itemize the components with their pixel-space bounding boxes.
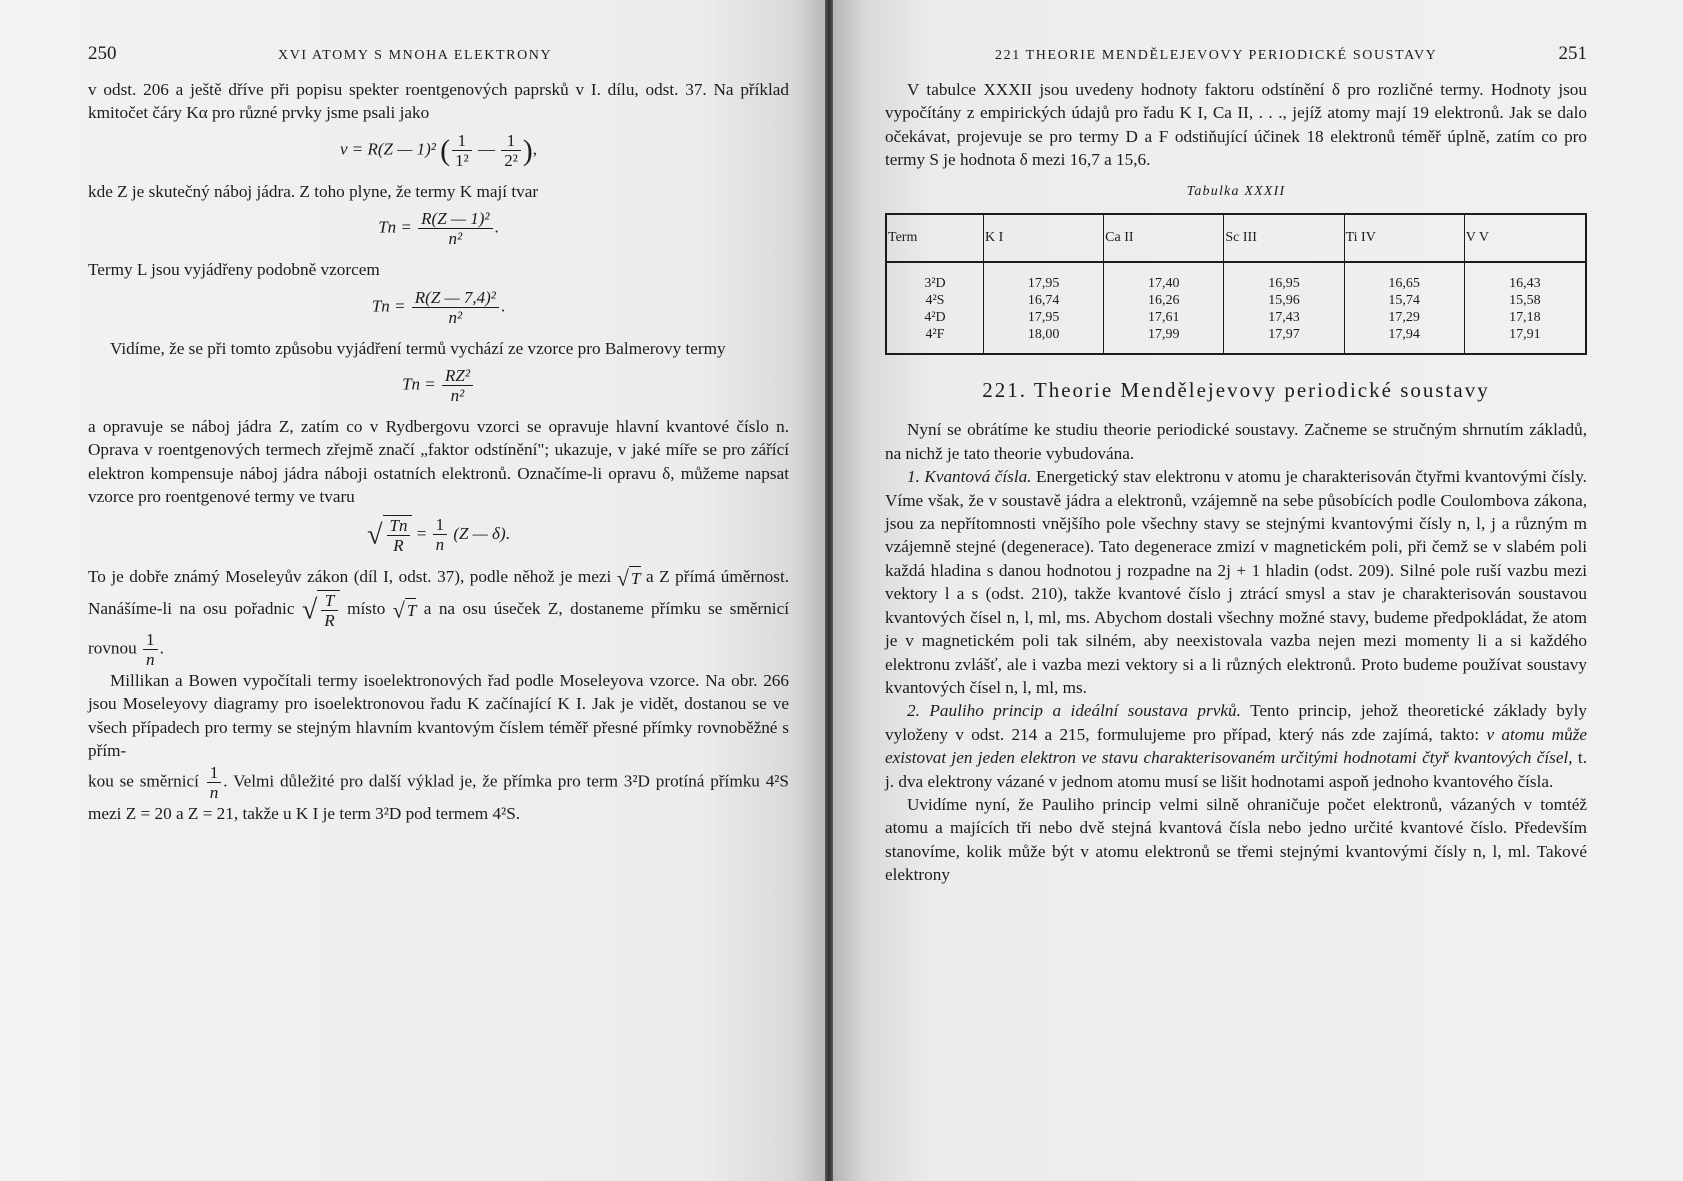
- table-header: Sc III: [1224, 214, 1344, 262]
- equation-l-terms: Tn = $\frac{\text{R(Z — 7,4)²}}{\text{n²}}$ .: [371, 287, 506, 327]
- right-paragraph-3: 1. Kvantová čísla. Energetický stav elektronu v atomu je charakterisován čtyřmi kvantovými čísly. Víme však, že v soustavě jádra a elektronů, vzájemně na sebe působících podle Coulombova zákona, jsou za nepřítomnosti vnějšího pole všechny stavy se stejnými kvantovými čísly n, l, j a různým m vzájemně stejné (degenerace). Tato degenerace zmizí v magnetickém poli, při čemž se v slabém poli každá hladina s danou hodnotou j rozpadne na 2j + 1 hladin (odst. 209). Silné pole ruší vazbu mezi vektory l a s (odst. 210), takže kvantové číslo j ztrácí smysl a stav je charakterisován soustavou kvantových čísel n, l, ml, ms. Abychom dostali všechny možné stavy, budeme předpokládat, že atom je v magnetickém poli tak silném, aby neexistovala vazba nejen mezi momenty li a si každého elektronu zvlášť, ale i vazba mezi vektory si a li různých elektronů. Proto budeme používat soustavy kvantových čísel n, l, ml, ms.: [885, 467, 1587, 697]
- left-paragraph-3: Termy L jsou vyjádřeny podobně vzorcem: [88, 260, 380, 280]
- left-paragraph-4: Vidíme, že se při tomto způsobu vyjádření termů vychází ze vzorce pro Balmerovy termy: [110, 338, 726, 358]
- right-running-head: [885, 43, 1587, 78]
- left-paragraph-2: kde Z je skutečný náboj jádra. Z toho plyne, že termy K mají tvar: [88, 181, 539, 201]
- table-row: [886, 262, 1586, 354]
- left-page-number: 250: [88, 43, 117, 64]
- table-caption: Tabulka XXXII: [1186, 183, 1286, 199]
- equation-moseley: √ $\frac{Tn}{R}$ = $\frac{1}{n}$ (Z — δ).: [367, 515, 510, 555]
- left-paragraph-8: kou se směrnicí $\frac{1}{n}$ . Velmi důležité pro další výklad je, že přímka pro term 3²D protíná přímku 4²S mezi Z = 20 a Z = 21, takže u K I je term 3²D pod termem 4²S.: [88, 762, 789, 823]
- left-paragraph-5: a opravuje se náboj jádra Z, zatím co v Rydbergovu vzorci se opravuje hlavní kvantové číslo n. Oprava v roentgenových termech zřejmě značí „faktor odstínění"; ukazuje, v jaké míře se pro zářící elektron kompensuje náboj jádra náboji ostatních elektronů. Označíme-li opravu δ, můžeme napsat vzorce pro roentgenové termy ve tvaru: [88, 417, 789, 507]
- right-page-number: 251: [1558, 43, 1587, 64]
- table-cell: 3²D 4²S 4²D 4²F: [886, 262, 983, 354]
- table-header: V V: [1464, 214, 1586, 262]
- table-cell: 16,43 15,58 17,18 17,91: [1464, 262, 1586, 354]
- right-paragraph-1: V tabulce XXXII jsou uvedeny hodnoty faktoru odstínění δ pro rozličné termy. Hodnoty jsou vypočítány z empirických údajů pro řadu K I, Ca II, . . ., jejíž atomy mají 19 elektronů. Jak se dalo očekávat, projevuje se pro termy D a F odstiňující účinek 18 elektronů téměř úplně, zatím co pro termy S je hodnota δ mezi 16,7 a 15,6.: [885, 80, 1587, 170]
- left-body-text: [88, 78, 789, 825]
- right-running-title: 221 THEORIE MENDĚLEJEVOVY PERIODICKÉ SOUSTAVY: [995, 48, 1438, 63]
- table-header: K I: [983, 214, 1103, 262]
- book-spine: [825, 0, 833, 1181]
- left-running-head: [88, 43, 789, 78]
- equation-kalpha: ν = R(Z — 1)² ( $\frac{1}{\text{1²}}$ — $\frac{1}{\text{2²}}$ ),: [339, 130, 538, 170]
- left-paragraph-7: Millikan a Bowen vypočítali termy isoelektronových řad podle Moseleyova vzorce. Na obr. 266 jsou Moseleyovy diagramy pro isoelektronovou řadu K začínající K I. Jak je vidět, dostanou se ve všech případech pro termy se stejným hlavním kvantovým číslem téměř přesné přímky rovnoběžné s přím-: [88, 670, 789, 761]
- right-paragraph-4: 2. Pauliho princip a ideální soustava prvků. Tento princip, jehož theoretické základy byly vyloženy v odst. 214 a 215, formulujeme pro případ, který nás zde zajímá, takto: v atomu může existovat jen jeden elektron ve stavu charakterisovaném určitými hodnotami čtyř kvantových čísel, t. j. dva elektrony vázané v jednom atomu musí se lišit hodnotami aspoň jednoho kvantového čísla.: [885, 701, 1588, 791]
- table-cell: 17,95 16,74 17,95 18,00: [983, 262, 1103, 354]
- left-paragraph-1: v odst. 206 a ještě dříve při popisu spekter roentgenových paprsků v I. dílu, odst. 37. Na příklad kmitočet čáry Kα pro různé prvky jsme psali jako: [88, 80, 789, 123]
- table-cell: 17,40 16,26 17,61 17,99: [1104, 262, 1224, 354]
- table-header: Term: [886, 214, 983, 262]
- left-running-title: XVI ATOMY S MNOHA ELEKTRONY: [278, 48, 553, 63]
- equation-k-terms: Tn = $\frac{\text{R(Z — 1)²}}{\text{n²}}$ .: [378, 209, 499, 249]
- table-header: Ca II: [1104, 214, 1224, 262]
- table-header: Ti IV: [1344, 214, 1464, 262]
- table-header-row: [886, 214, 1586, 262]
- table-cell: 16,65 15,74 17,29 17,94: [1344, 262, 1464, 354]
- right-paragraph-2: Nyní se obrátíme ke studiu theorie periodické soustavy. Začneme se stručným shrnutím základů, na nichž je tato theorie vybudována.: [885, 420, 1587, 463]
- left-page: [0, 0, 825, 1181]
- right-page: [833, 0, 1683, 1181]
- equation-balmer-terms: Tn = $\frac{\text{RZ²}}{\text{n²}}$: [88, 366, 789, 405]
- section-title: 221. Theorie Mendělejevovy periodické soustavy: [982, 378, 1490, 403]
- shielding-table: [885, 213, 1587, 355]
- table-cell: 16,95 15,96 17,43 17,97: [1224, 262, 1344, 354]
- left-paragraph-6: To je dobře známý Moseleyův zákon (díl I, odst. 37), podle něhož je mezi √ T a Z přímá úměrnost. Nanášíme-li na osu pořadnic √ $\frac{T}{R}$ místo √ T a na osu úseček Z, dostaneme přímku se směrnicí rovnou $\frac{1}{n}$ .: [88, 565, 790, 669]
- right-body-text: [885, 78, 1587, 887]
- right-paragraph-5: Uvidíme nyní, že Pauliho princip velmi silně ohraničuje počet elektronů, vázaných v tomtéž atomu a majících tři nebo dvě stejná kvantová čísla nebo jedno určité kvantové číslo. Především stanovíme, kolik může být v atomu elektronů se třemi stejnými kvantovými čísly n, l, ml. Takové elektrony: [885, 794, 1587, 885]
